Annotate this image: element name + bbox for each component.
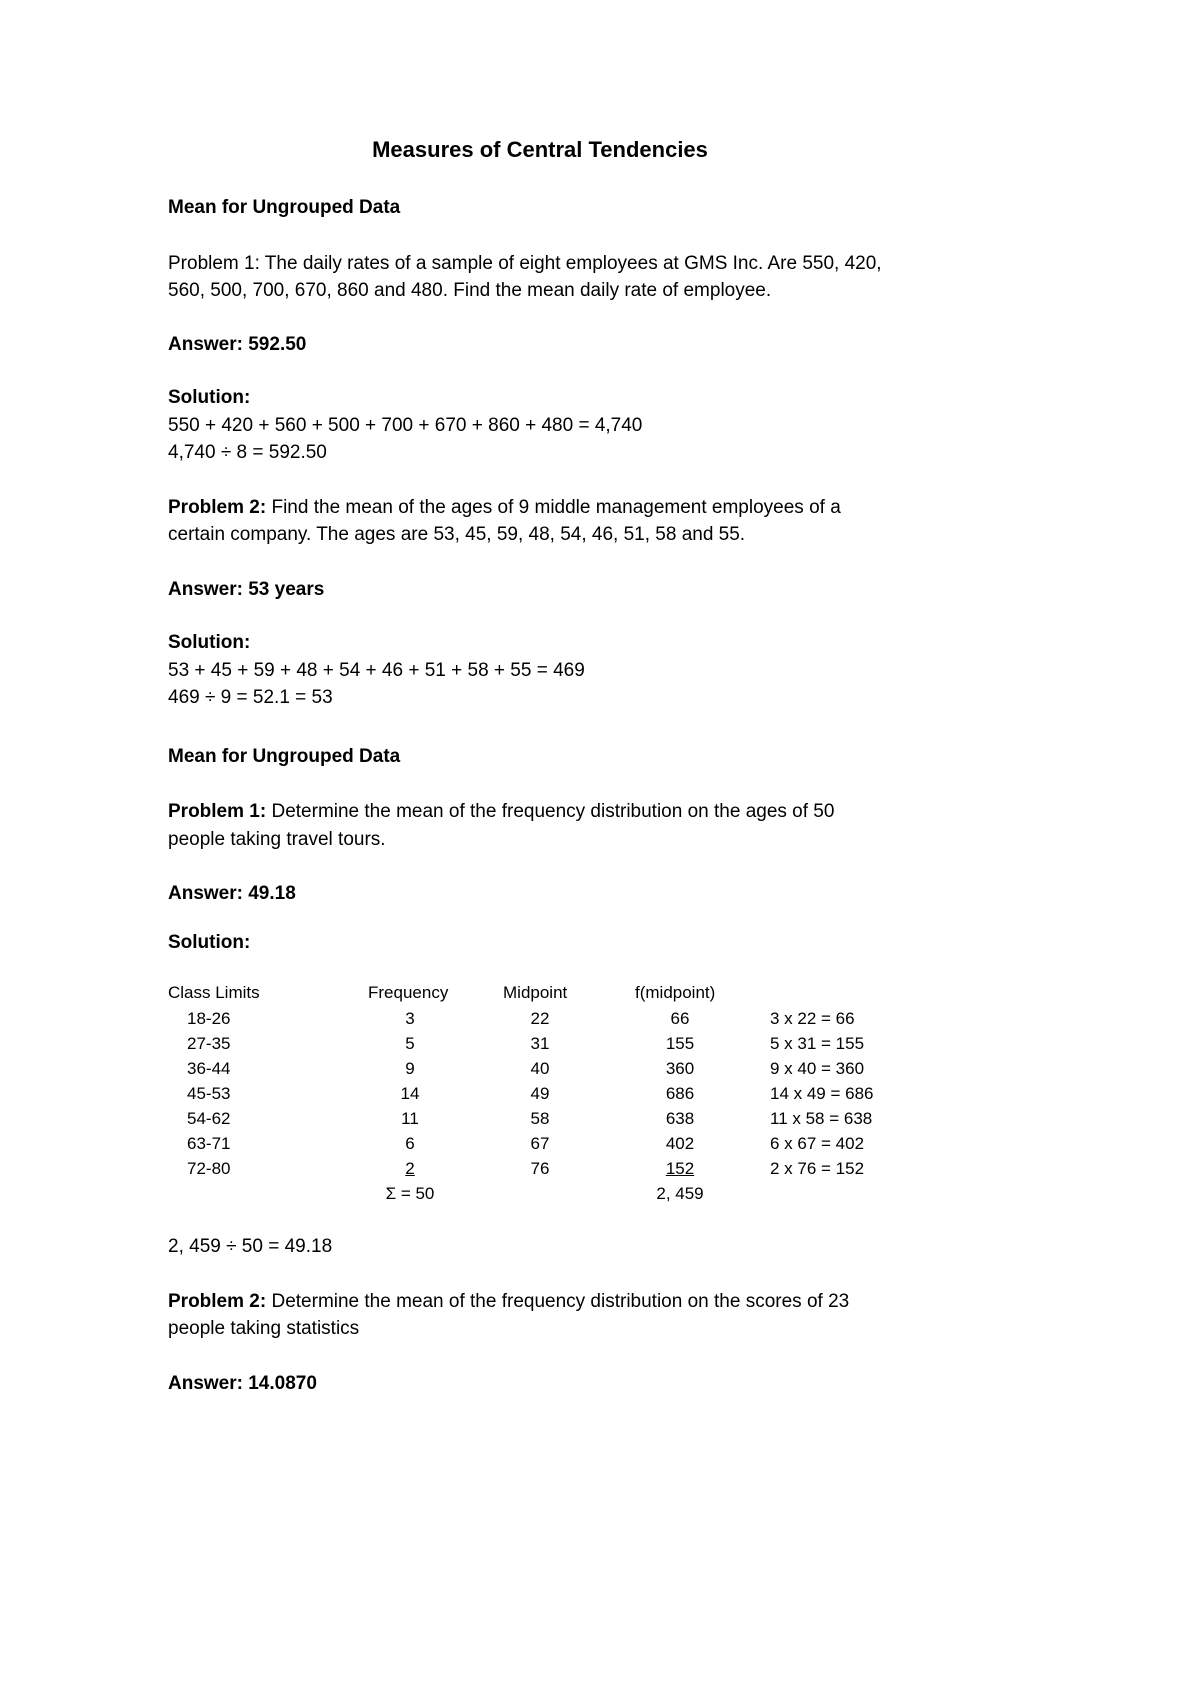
- section-heading: Mean for Ungrouped Data: [168, 746, 401, 767]
- problem-text-part: The daily rates of a sample of eight employees at GMS Inc. Are 550, 420,: [259, 253, 882, 274]
- problem-text: 560, 500, 700, 670, 860 and 480. Find the mean daily rate of employee.: [168, 280, 772, 301]
- table-cell: 49: [530, 1084, 550, 1103]
- table-cell: 31: [530, 1034, 550, 1053]
- table-cell: 54-62: [187, 1109, 231, 1128]
- table-cell: 5 x 31 = 155: [770, 1034, 865, 1053]
- table-cell: 2 x 76 = 152: [770, 1159, 865, 1178]
- solution-line: 4,740 ÷ 8 = 592.50: [168, 442, 327, 463]
- table-cell: 9 x 40 = 360: [770, 1059, 865, 1078]
- table-cell: 58: [530, 1109, 550, 1128]
- problem-text: [168, 252, 882, 276]
- table-cell: 155: [665, 1034, 695, 1053]
- section-heading: Mean for Ungrouped Data: [168, 197, 401, 218]
- table-cell: 63-71: [187, 1134, 231, 1153]
- solution-line: 469 ÷ 9 = 52.1 = 53: [168, 687, 333, 708]
- table-cell: 6: [405, 1134, 415, 1153]
- fmidpoint-sum: 2, 459: [656, 1184, 704, 1203]
- answer: Answer: 592.50: [168, 334, 307, 355]
- table-cell: 72-80: [187, 1159, 231, 1178]
- table-cell: 14 x 49 = 686: [770, 1084, 874, 1103]
- table-cell: 360: [665, 1059, 695, 1078]
- table-cell: 40: [530, 1059, 550, 1078]
- table-cell: 36-44: [187, 1059, 231, 1078]
- problem-text: [168, 800, 834, 824]
- frequency-sum: Σ = 50: [385, 1184, 435, 1203]
- answer: Answer: 49.18: [168, 883, 296, 904]
- problem-text: certain company. The ages are 53, 45, 59, 48, 54, 46, 51, 58 and 55.: [168, 524, 746, 545]
- solution-label: Solution:: [168, 632, 251, 653]
- problem-label: Problem 2:: [168, 497, 267, 518]
- problem-text-part: Determine the mean of the frequency distribution on the scores of 23: [266, 1291, 850, 1312]
- table-cell: 11 x 58 = 638: [770, 1109, 873, 1128]
- table-cell: 67: [530, 1134, 550, 1153]
- problem-label: Problem 2:: [168, 1291, 267, 1312]
- answer: Answer: 53 years: [168, 579, 325, 600]
- table-cell: 22: [530, 1009, 550, 1028]
- problem-label: Problem 1:: [168, 253, 260, 274]
- table-cell: 638: [665, 1109, 695, 1128]
- column-header: Frequency: [368, 983, 449, 1002]
- column-header: Midpoint: [503, 983, 568, 1002]
- table-cell: 3 x 22 = 66: [770, 1009, 855, 1028]
- problem-text: [168, 1290, 849, 1314]
- page-title: Measures of Central Tendencies: [372, 137, 708, 162]
- column-header: f(midpoint): [635, 983, 716, 1002]
- solution-label: Solution:: [168, 932, 251, 953]
- result-line: 2, 459 ÷ 50 = 49.18: [168, 1236, 333, 1257]
- table-cell: 11: [401, 1109, 419, 1128]
- table-cell: 76: [530, 1159, 550, 1178]
- problem-text: people taking travel tours.: [168, 829, 386, 850]
- table-cell: 5: [405, 1034, 415, 1053]
- answer: Answer: 14.0870: [168, 1373, 317, 1394]
- table-cell: 686: [665, 1084, 695, 1103]
- table-cell: 402: [665, 1134, 695, 1153]
- problem-text: people taking statistics: [168, 1318, 360, 1339]
- table-cell: 18-26: [187, 1009, 231, 1028]
- problem-text-part: Determine the mean of the frequency distribution on the ages of 50: [266, 801, 835, 822]
- table-cell: 6 x 67 = 402: [770, 1134, 865, 1153]
- problem-text: [168, 496, 841, 520]
- table-cell: 14: [400, 1084, 420, 1103]
- table-cell: 27-35: [187, 1034, 231, 1053]
- solution-line: 550 + 420 + 560 + 500 + 700 + 670 + 860 + 480 = 4,740: [168, 415, 643, 436]
- table-cell: 66: [670, 1009, 690, 1028]
- table-cell: 152: [665, 1159, 695, 1178]
- solution-label: Solution:: [168, 387, 251, 408]
- solution-line: 53 + 45 + 59 + 48 + 54 + 46 + 51 + 58 + 55 = 469: [168, 660, 585, 681]
- problem-label: Problem 1:: [168, 801, 267, 822]
- table-cell: 9: [405, 1059, 415, 1078]
- table-cell: 3: [405, 1009, 415, 1028]
- table-cell: 2: [405, 1159, 415, 1178]
- table-cell: 45-53: [187, 1084, 231, 1103]
- problem-text-part: Find the mean of the ages of 9 middle management employees of a: [266, 497, 841, 518]
- column-header: Class Limits: [168, 983, 260, 1002]
